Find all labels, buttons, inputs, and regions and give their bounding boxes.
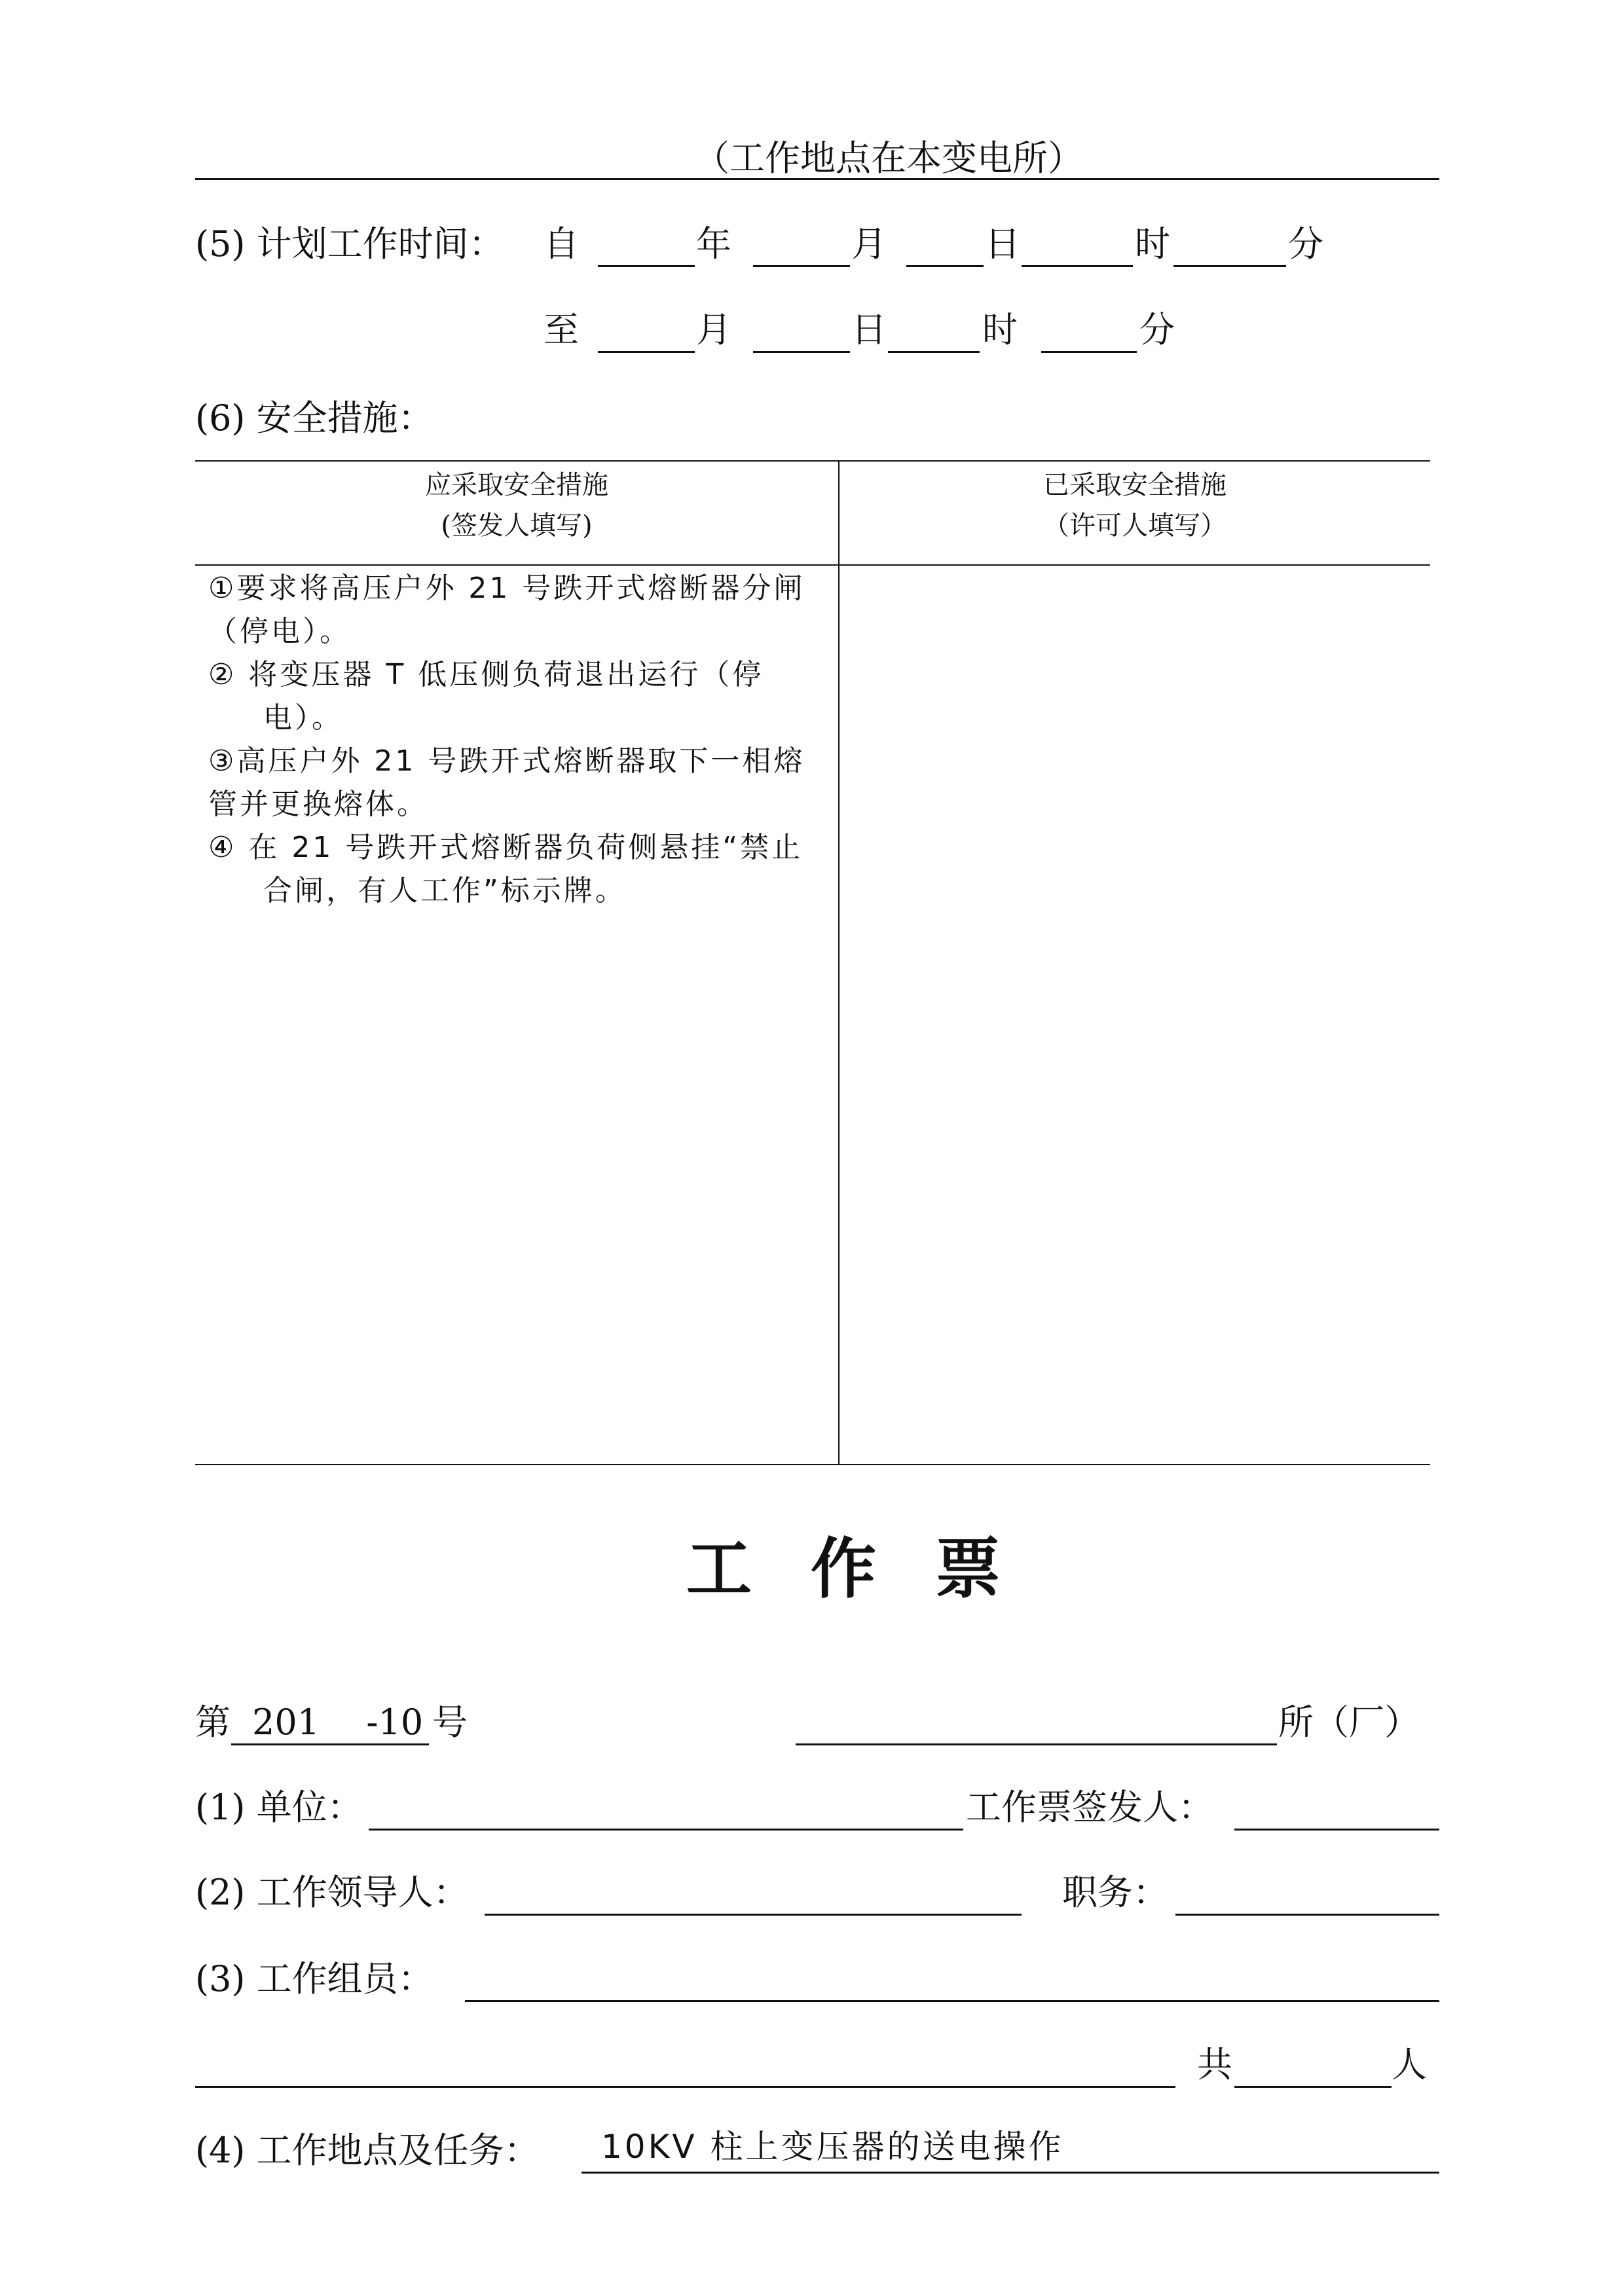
ticket-no-value: 201 -10 — [252, 1702, 424, 1743]
col1-header — [195, 465, 838, 546]
members-field-line2[interactable] — [195, 2086, 1175, 2088]
measure-item: ③高压户外 21 号跌开式熔断器取下一相熔管并更换熔体。 — [208, 744, 805, 821]
leader-label: (2) 工作领导人： — [195, 1872, 469, 1913]
leader-field[interactable] — [485, 1914, 1022, 1916]
month-field[interactable] — [753, 265, 850, 267]
members-label: (3) 工作组员： — [195, 1958, 434, 1999]
plant-field[interactable] — [796, 1743, 1277, 1745]
plan-time-label: (5) 计划工作时间： — [195, 223, 504, 264]
safety-label: (6) 安全措施： — [195, 397, 434, 439]
measure-item: ④ 在 21 号跌开式熔断器负荷侧悬挂“禁止合闸，有人工作”标示牌。 — [208, 831, 803, 907]
ticket-no-field[interactable] — [231, 1743, 429, 1745]
taken-measures-cell[interactable] — [841, 567, 1429, 1463]
plant-suffix: 所（厂） — [1278, 1702, 1420, 1743]
to-month-field[interactable] — [598, 351, 695, 353]
to-day-field[interactable] — [753, 351, 850, 353]
plan-to-month: 月 — [696, 309, 731, 350]
plan-month: 月 — [851, 223, 887, 264]
col2-title: 已采取安全措施 — [1043, 470, 1227, 500]
plan-to: 至 — [544, 309, 579, 350]
total-field[interactable] — [1234, 2086, 1392, 2088]
ticket-no-prefix: 第 — [195, 1702, 231, 1743]
minute-field[interactable] — [1173, 265, 1286, 267]
task-label: (4) 工作地点及任务： — [195, 2130, 540, 2171]
plan-minute: 分 — [1288, 223, 1323, 264]
position-label: 职务： — [1062, 1872, 1168, 1913]
task-field[interactable] — [581, 2172, 1439, 2174]
table-bottom-border — [195, 1464, 1430, 1465]
col1-subtitle: (签发人填写) — [441, 511, 593, 541]
task-value: 10KV 柱上变压器的送电操作 — [601, 2128, 1064, 2166]
top-rule — [195, 178, 1439, 180]
plan-year: 年 — [696, 223, 731, 264]
unit-label: (1) 单位： — [195, 1787, 363, 1828]
issuer-field[interactable] — [1234, 1829, 1439, 1831]
plan-to-minute: 分 — [1139, 309, 1175, 350]
to-minute-field[interactable] — [1041, 351, 1137, 353]
measure-item: ② 将变压器 T 低压侧负荷退出运行（停电）。 — [208, 658, 764, 735]
plan-hour: 时 — [1135, 223, 1170, 264]
ticket-no-suffix: 号 — [432, 1702, 468, 1743]
unit-field[interactable] — [369, 1829, 963, 1831]
year-field[interactable] — [598, 265, 695, 267]
col1-title: 应采取安全措施 — [425, 470, 608, 500]
plan-from: 自 — [544, 223, 579, 264]
position-field[interactable] — [1175, 1914, 1439, 1916]
plan-day: 日 — [985, 223, 1020, 264]
day-field[interactable] — [906, 265, 984, 267]
plan-to-hour: 时 — [982, 309, 1018, 350]
col2-header — [840, 465, 1430, 546]
total-prefix: 共 — [1197, 2044, 1232, 2085]
measures-list — [208, 567, 824, 913]
table-column-divider — [838, 460, 840, 1464]
plan-to-day: 日 — [851, 309, 887, 350]
members-field[interactable] — [465, 2000, 1439, 2002]
measure-item: ①要求将高压户外 21 号跌开式熔断器分闸（停电）。 — [208, 572, 805, 648]
col2-subtitle: （许可人填写） — [1043, 511, 1227, 541]
hour-field[interactable] — [1022, 265, 1133, 267]
table-header-border — [195, 564, 1430, 566]
table-top-border — [195, 460, 1430, 462]
total-suffix: 人 — [1392, 2044, 1427, 2085]
location-note: （工作地点在本变电所） — [694, 137, 1083, 179]
issuer-label: 工作票签发人： — [966, 1787, 1213, 1828]
ticket-title: 工作票 — [686, 1531, 1060, 1607]
to-hour-field[interactable] — [888, 351, 980, 353]
